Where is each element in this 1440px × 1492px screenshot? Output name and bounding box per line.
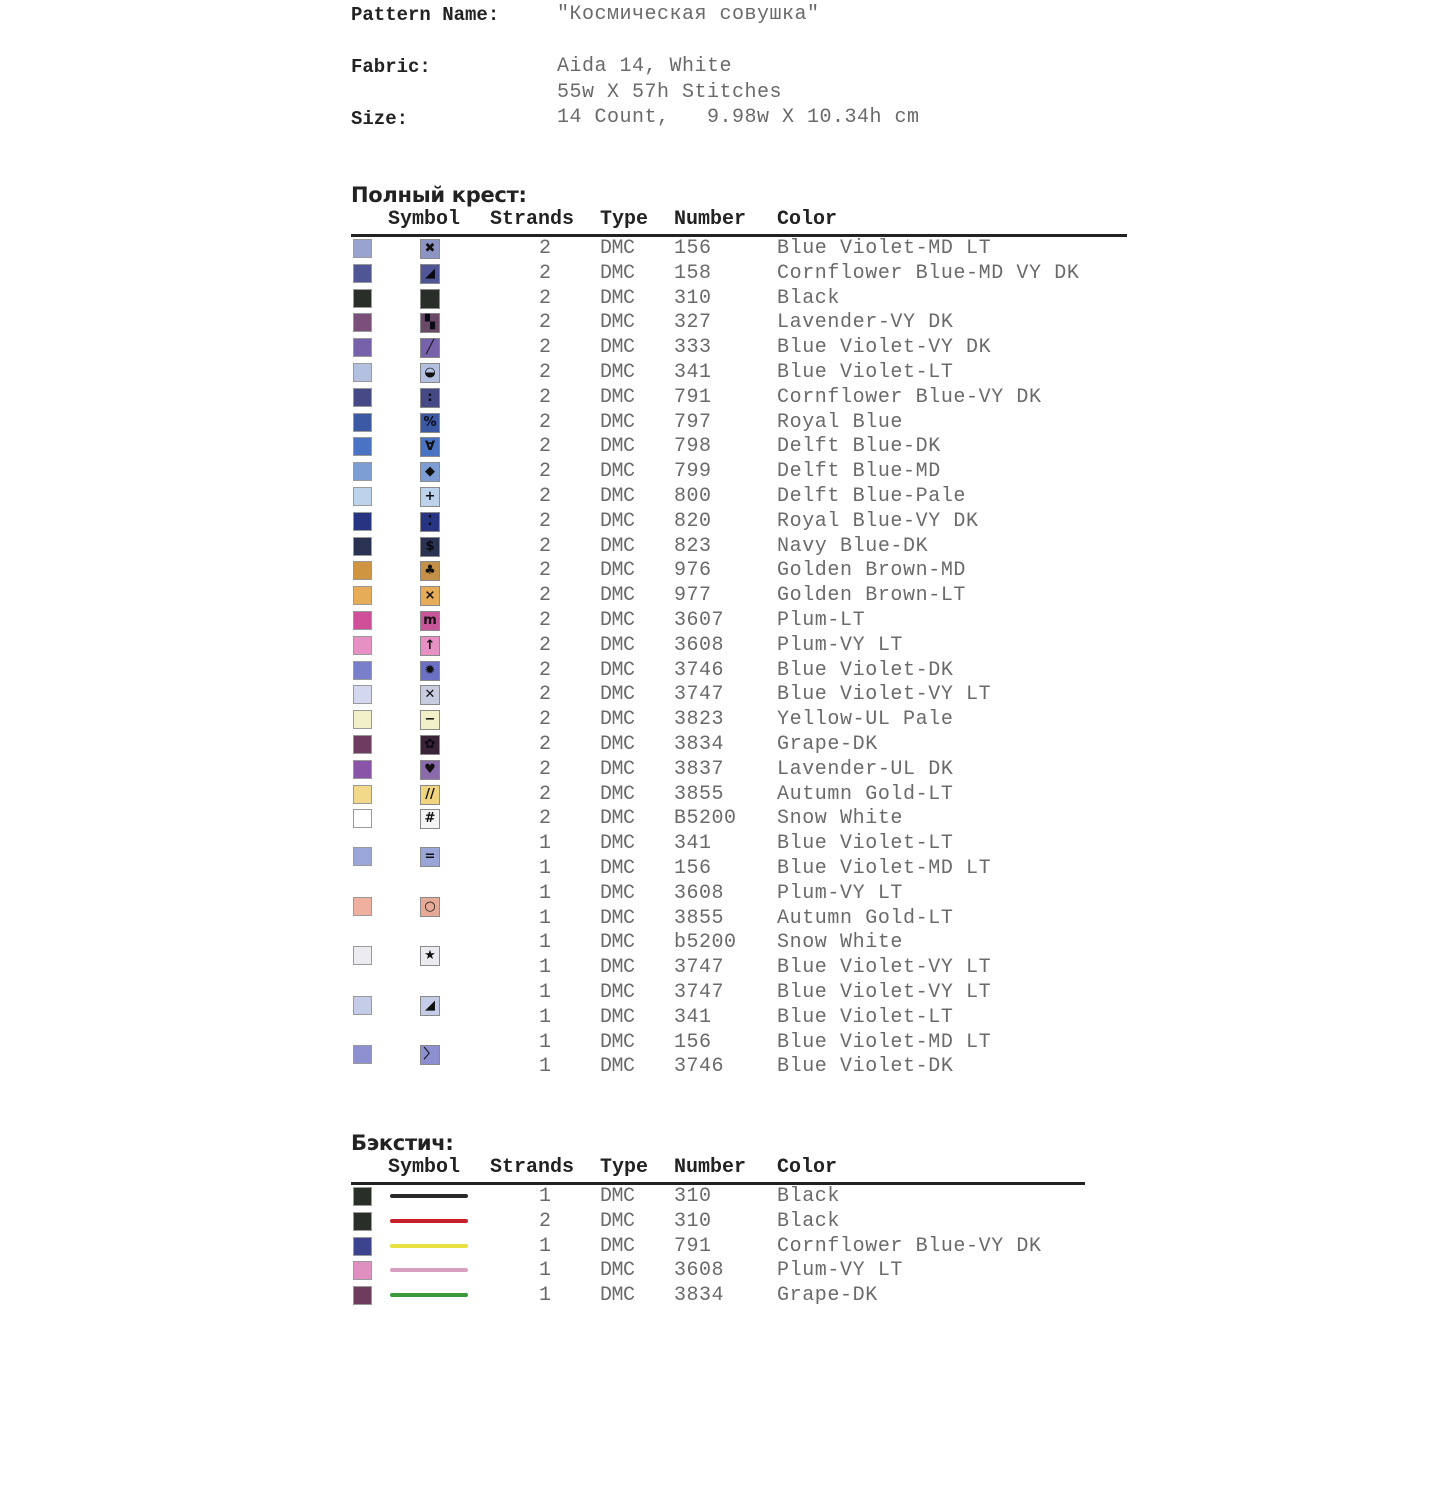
number-cell: b5200 [674, 931, 737, 955]
section-title: Полный крест: [351, 183, 527, 207]
color-name-cell: Blue Violet-DK [777, 658, 954, 682]
type-cell: DMC [600, 1259, 635, 1283]
strands-cell: 1 [539, 881, 552, 905]
arrow-up-icon: ↑ [420, 636, 440, 656]
color-name-cell: Grape-DK [777, 733, 878, 756]
slash-icon: ╱ [420, 338, 440, 358]
pattern-name-value: "Космическая совушка" [557, 3, 820, 26]
minus-icon: − [420, 710, 440, 730]
color-name-cell: Yellow-UL Pale [777, 708, 954, 732]
type-cell: DMC [600, 931, 635, 955]
number-cell: 3823 [674, 708, 725, 732]
type-cell: DMC [600, 361, 635, 384]
strands-cell: 1 [539, 956, 552, 980]
strands-cell: 1 [539, 1284, 552, 1308]
color-name-cell: Snow White [777, 807, 904, 831]
diamond-icon: ◆ [420, 462, 440, 482]
column-header-color: Color [777, 208, 838, 231]
table-row [351, 411, 1131, 436]
number-cell: 341 [674, 832, 712, 856]
strands-cell: 2 [539, 435, 552, 459]
type-cell: DMC [600, 311, 635, 335]
number-cell: 3747 [674, 683, 725, 707]
color-name-cell: Blue Violet-MD LT [777, 1030, 992, 1054]
dollar-icon: $ [420, 537, 440, 557]
color-name-cell: Royal Blue-VY DK [777, 509, 979, 533]
color-name-cell: Delft Blue-Pale [777, 485, 967, 508]
x-icon: ✖ [420, 239, 440, 259]
double-slash-icon: // [420, 785, 440, 805]
cross-x-icon: ✕ [420, 685, 440, 705]
table-row [351, 386, 1131, 411]
color-name-cell: Blue Violet-DK [777, 1055, 954, 1079]
type-cell: DMC [600, 733, 635, 756]
table-row [351, 733, 1131, 758]
table-row [351, 981, 1131, 1006]
number-cell: 3855 [674, 906, 725, 930]
type-cell: DMC [600, 1005, 635, 1029]
number-cell: 3834 [674, 1284, 725, 1308]
number-cell: 820 [674, 509, 712, 533]
strands-cell: 1 [539, 1005, 552, 1029]
number-cell: 3747 [674, 956, 725, 980]
color-name-cell: Blue Violet-VY LT [777, 956, 992, 980]
number-cell: 327 [674, 311, 712, 335]
type-cell: DMC [600, 286, 635, 310]
type-cell: DMC [600, 534, 635, 558]
table-row [351, 584, 1131, 609]
color-name-cell: Royal Blue [777, 410, 904, 434]
strands-cell: 1 [539, 906, 552, 930]
color-name-cell: Snow White [777, 931, 904, 955]
table-row [351, 1055, 1131, 1080]
number-cell: 798 [674, 435, 712, 459]
type-cell: DMC [600, 385, 635, 409]
column-header-symbol: Symbol [388, 208, 461, 231]
number-cell: 156 [674, 1030, 712, 1054]
number-cell: B5200 [674, 807, 737, 831]
strands-cell: 1 [539, 931, 552, 955]
equals-icon: = [420, 847, 440, 867]
plus-icon: + [420, 487, 440, 507]
color-name-cell: Lavender-VY DK [777, 311, 954, 335]
number-cell: 310 [674, 1185, 712, 1208]
type-cell: DMC [600, 782, 635, 806]
flower-icon: ✿ [420, 735, 440, 755]
table-row [351, 361, 1131, 386]
gear-icon: ✹ [420, 661, 440, 681]
strands-cell: 2 [539, 807, 552, 831]
color-name-cell: Blue Violet-LT [777, 832, 954, 856]
club-icon: ♣ [420, 561, 440, 581]
number-cell: 341 [674, 361, 712, 384]
color-name-cell: Cornflower Blue-VY DK [777, 385, 1042, 409]
table-row [351, 435, 1131, 460]
type-cell: DMC [600, 261, 635, 285]
type-cell: DMC [600, 807, 635, 831]
strands-cell: 1 [539, 1234, 552, 1258]
color-name-cell: Navy Blue-DK [777, 534, 929, 558]
table-row [351, 559, 1131, 584]
color-name-cell: Autumn Gold-LT [777, 782, 954, 806]
number-cell: 791 [674, 385, 712, 409]
number-cell: 333 [674, 336, 712, 360]
color-name-cell: Autumn Gold-LT [777, 906, 954, 930]
type-cell: DMC [600, 584, 635, 608]
table-row [351, 237, 1131, 262]
table-row [351, 1284, 1131, 1309]
strands-cell: 2 [539, 385, 552, 409]
size-label: Size: [351, 108, 409, 130]
strands-cell: 2 [539, 609, 552, 632]
type-cell: DMC [600, 1209, 635, 1233]
arch-icon: m [420, 611, 440, 631]
number-cell: 800 [674, 485, 712, 508]
strands-cell: 2 [539, 485, 552, 508]
table-row [351, 287, 1131, 312]
type-cell: DMC [600, 906, 635, 930]
type-cell: DMC [600, 683, 635, 707]
table-row [351, 311, 1131, 336]
half-circle-icon: ◒ [420, 363, 440, 383]
color-name-cell: Delft Blue-MD [777, 460, 941, 484]
type-cell: DMC [600, 1284, 635, 1308]
type-cell: DMC [600, 460, 635, 484]
number-cell: 310 [674, 1209, 712, 1233]
table-row [351, 1259, 1131, 1284]
table-row [351, 832, 1131, 857]
strands-cell: 2 [539, 237, 552, 260]
table-row [351, 708, 1131, 733]
type-cell: DMC [600, 410, 635, 434]
table-row [351, 807, 1131, 832]
table-row [351, 1235, 1131, 1260]
number-cell: 3855 [674, 782, 725, 806]
strands-cell: 1 [539, 1185, 552, 1208]
number-cell: 823 [674, 534, 712, 558]
strands-cell: 2 [539, 757, 552, 781]
column-header-type: Type [600, 1156, 649, 1179]
table-row [351, 1006, 1131, 1031]
checker-icon: ▚ [420, 313, 440, 333]
color-name-cell: Plum-VY LT [777, 633, 904, 657]
type-cell: DMC [600, 757, 635, 781]
hash-icon: # [420, 809, 440, 829]
table-row [351, 659, 1131, 684]
hourglass-icon: ⨯ [420, 586, 440, 606]
table-row [351, 609, 1131, 634]
type-cell: DMC [600, 609, 635, 632]
strands-cell: 1 [539, 832, 552, 856]
type-cell: DMC [600, 1030, 635, 1054]
type-cell: DMC [600, 1234, 635, 1258]
number-cell: 310 [674, 286, 712, 310]
strands-cell: 2 [539, 460, 552, 484]
type-cell: DMC [600, 881, 635, 905]
strands-cell: 1 [539, 981, 552, 1004]
strands-cell: 2 [539, 658, 552, 682]
type-cell: DMC [600, 981, 635, 1004]
size-value: 14 Count, 9.98w X 10.34h cm [557, 106, 920, 129]
type-cell: DMC [600, 336, 635, 360]
color-name-cell: Plum-VY LT [777, 1259, 904, 1283]
number-cell: 797 [674, 410, 712, 434]
table-row [351, 857, 1131, 882]
color-name-cell: Blue Violet-MD LT [777, 237, 992, 260]
star-icon: ★ [420, 946, 440, 966]
color-name-cell: Grape-DK [777, 1284, 878, 1308]
color-name-cell: Plum-LT [777, 609, 866, 632]
table-row [351, 634, 1131, 659]
color-name-cell: Cornflower Blue-MD VY DK [777, 261, 1080, 285]
fabric-label: Fabric: [351, 56, 431, 78]
color-name-cell: Black [777, 1209, 841, 1233]
table-row [351, 336, 1131, 361]
number-cell: 976 [674, 559, 712, 583]
column-header-number: Number [674, 1156, 747, 1179]
table-row [351, 485, 1131, 510]
table-row [351, 535, 1131, 560]
column-header-strands: Strands [490, 1156, 575, 1179]
triangle-icon: ◢ [420, 996, 440, 1016]
strands-cell: 1 [539, 857, 552, 880]
circle-icon: ○ [420, 897, 440, 917]
stitches-value: 55w X 57h Stitches [557, 81, 783, 104]
color-name-cell: Lavender-UL DK [777, 757, 954, 781]
type-cell: DMC [600, 509, 635, 533]
heart-icon: ♥ [420, 760, 440, 780]
number-cell: 158 [674, 261, 712, 285]
number-cell: 341 [674, 1005, 712, 1029]
table-row [351, 683, 1131, 708]
color-name-cell: Golden Brown-LT [777, 584, 967, 608]
strands-cell: 2 [539, 361, 552, 384]
table-row [351, 882, 1131, 907]
color-name-cell: Black [777, 1185, 841, 1208]
percent-icon: % [420, 413, 440, 433]
number-cell: 3747 [674, 981, 725, 1004]
strands-cell: 2 [539, 1209, 552, 1233]
table-row [351, 262, 1131, 287]
number-cell: 3608 [674, 881, 725, 905]
type-cell: DMC [600, 1185, 635, 1208]
strands-cell: 2 [539, 733, 552, 756]
strands-cell: 2 [539, 286, 552, 310]
section-title: Бэкстич: [351, 1131, 454, 1155]
number-cell: 3834 [674, 733, 725, 756]
table-row [351, 956, 1131, 981]
column-header-color: Color [777, 1156, 838, 1179]
arc-icon: ◢ [420, 264, 440, 284]
number-cell: 156 [674, 237, 712, 260]
type-cell: DMC [600, 633, 635, 657]
color-name-cell: Blue Violet-VY LT [777, 981, 992, 1004]
type-cell: DMC [600, 435, 635, 459]
strands-cell: 2 [539, 708, 552, 732]
chevron-right-icon: 〉 [420, 1045, 440, 1065]
number-cell: 3746 [674, 1055, 725, 1079]
type-cell: DMC [600, 485, 635, 508]
type-cell: DMC [600, 956, 635, 980]
dots-icon: ⁚ [420, 512, 440, 532]
table-row [351, 460, 1131, 485]
number-cell: 799 [674, 460, 712, 484]
strands-cell: 2 [539, 584, 552, 608]
type-cell: DMC [600, 237, 635, 260]
table-row [351, 1210, 1131, 1235]
table-row [351, 758, 1131, 783]
strands-cell: 1 [539, 1055, 552, 1079]
number-cell: 156 [674, 857, 712, 880]
strands-cell: 1 [539, 1259, 552, 1283]
column-header-number: Number [674, 208, 747, 231]
table-row [351, 931, 1131, 956]
strands-cell: 2 [539, 559, 552, 583]
v-icon: ∀ [420, 437, 440, 457]
table-row [351, 1185, 1131, 1210]
column-header-symbol: Symbol [388, 1156, 461, 1179]
color-name-cell: Golden Brown-MD [777, 559, 967, 583]
table-row [351, 1031, 1131, 1056]
strands-cell: 2 [539, 311, 552, 335]
type-cell: DMC [600, 559, 635, 583]
fabric-value: Aida 14, White [557, 55, 733, 78]
color-name-cell: Blue Violet-VY DK [777, 336, 992, 360]
column-header-strands: Strands [490, 208, 575, 231]
color-name-cell: Blue Violet-MD LT [777, 857, 992, 880]
type-cell: DMC [600, 857, 635, 880]
strands-cell: 2 [539, 534, 552, 558]
type-cell: DMC [600, 832, 635, 856]
number-cell: 3608 [674, 1259, 725, 1283]
colon-icon: : [420, 388, 440, 408]
number-cell: 3746 [674, 658, 725, 682]
number-cell: 3607 [674, 609, 725, 632]
strands-cell: 2 [539, 410, 552, 434]
color-name-cell: Black [777, 286, 841, 310]
type-cell: DMC [600, 1055, 635, 1079]
strands-cell: 2 [539, 633, 552, 657]
table-row [351, 783, 1131, 808]
number-cell: 3837 [674, 757, 725, 781]
strands-cell: 2 [539, 782, 552, 806]
number-cell: 3608 [674, 633, 725, 657]
column-header-type: Type [600, 208, 649, 231]
color-name-cell: Blue Violet-LT [777, 1005, 954, 1029]
color-name-cell: Blue Violet-LT [777, 361, 954, 384]
type-cell: DMC [600, 658, 635, 682]
strands-cell: 2 [539, 509, 552, 533]
color-name-cell: Cornflower Blue-VY DK [777, 1234, 1042, 1258]
color-name-cell: Blue Violet-VY LT [777, 683, 992, 707]
strands-cell: 1 [539, 1030, 552, 1054]
color-name-cell: Delft Blue-DK [777, 435, 941, 459]
pattern-name-label: Pattern Name: [351, 4, 500, 26]
number-cell: 791 [674, 1234, 712, 1258]
color-name-cell: Plum-VY LT [777, 881, 904, 905]
strands-cell: 2 [539, 336, 552, 360]
strands-cell: 2 [539, 261, 552, 285]
strands-cell: 2 [539, 683, 552, 707]
type-cell: DMC [600, 708, 635, 732]
table-row [351, 510, 1131, 535]
number-cell: 977 [674, 584, 712, 608]
table-row [351, 907, 1131, 932]
